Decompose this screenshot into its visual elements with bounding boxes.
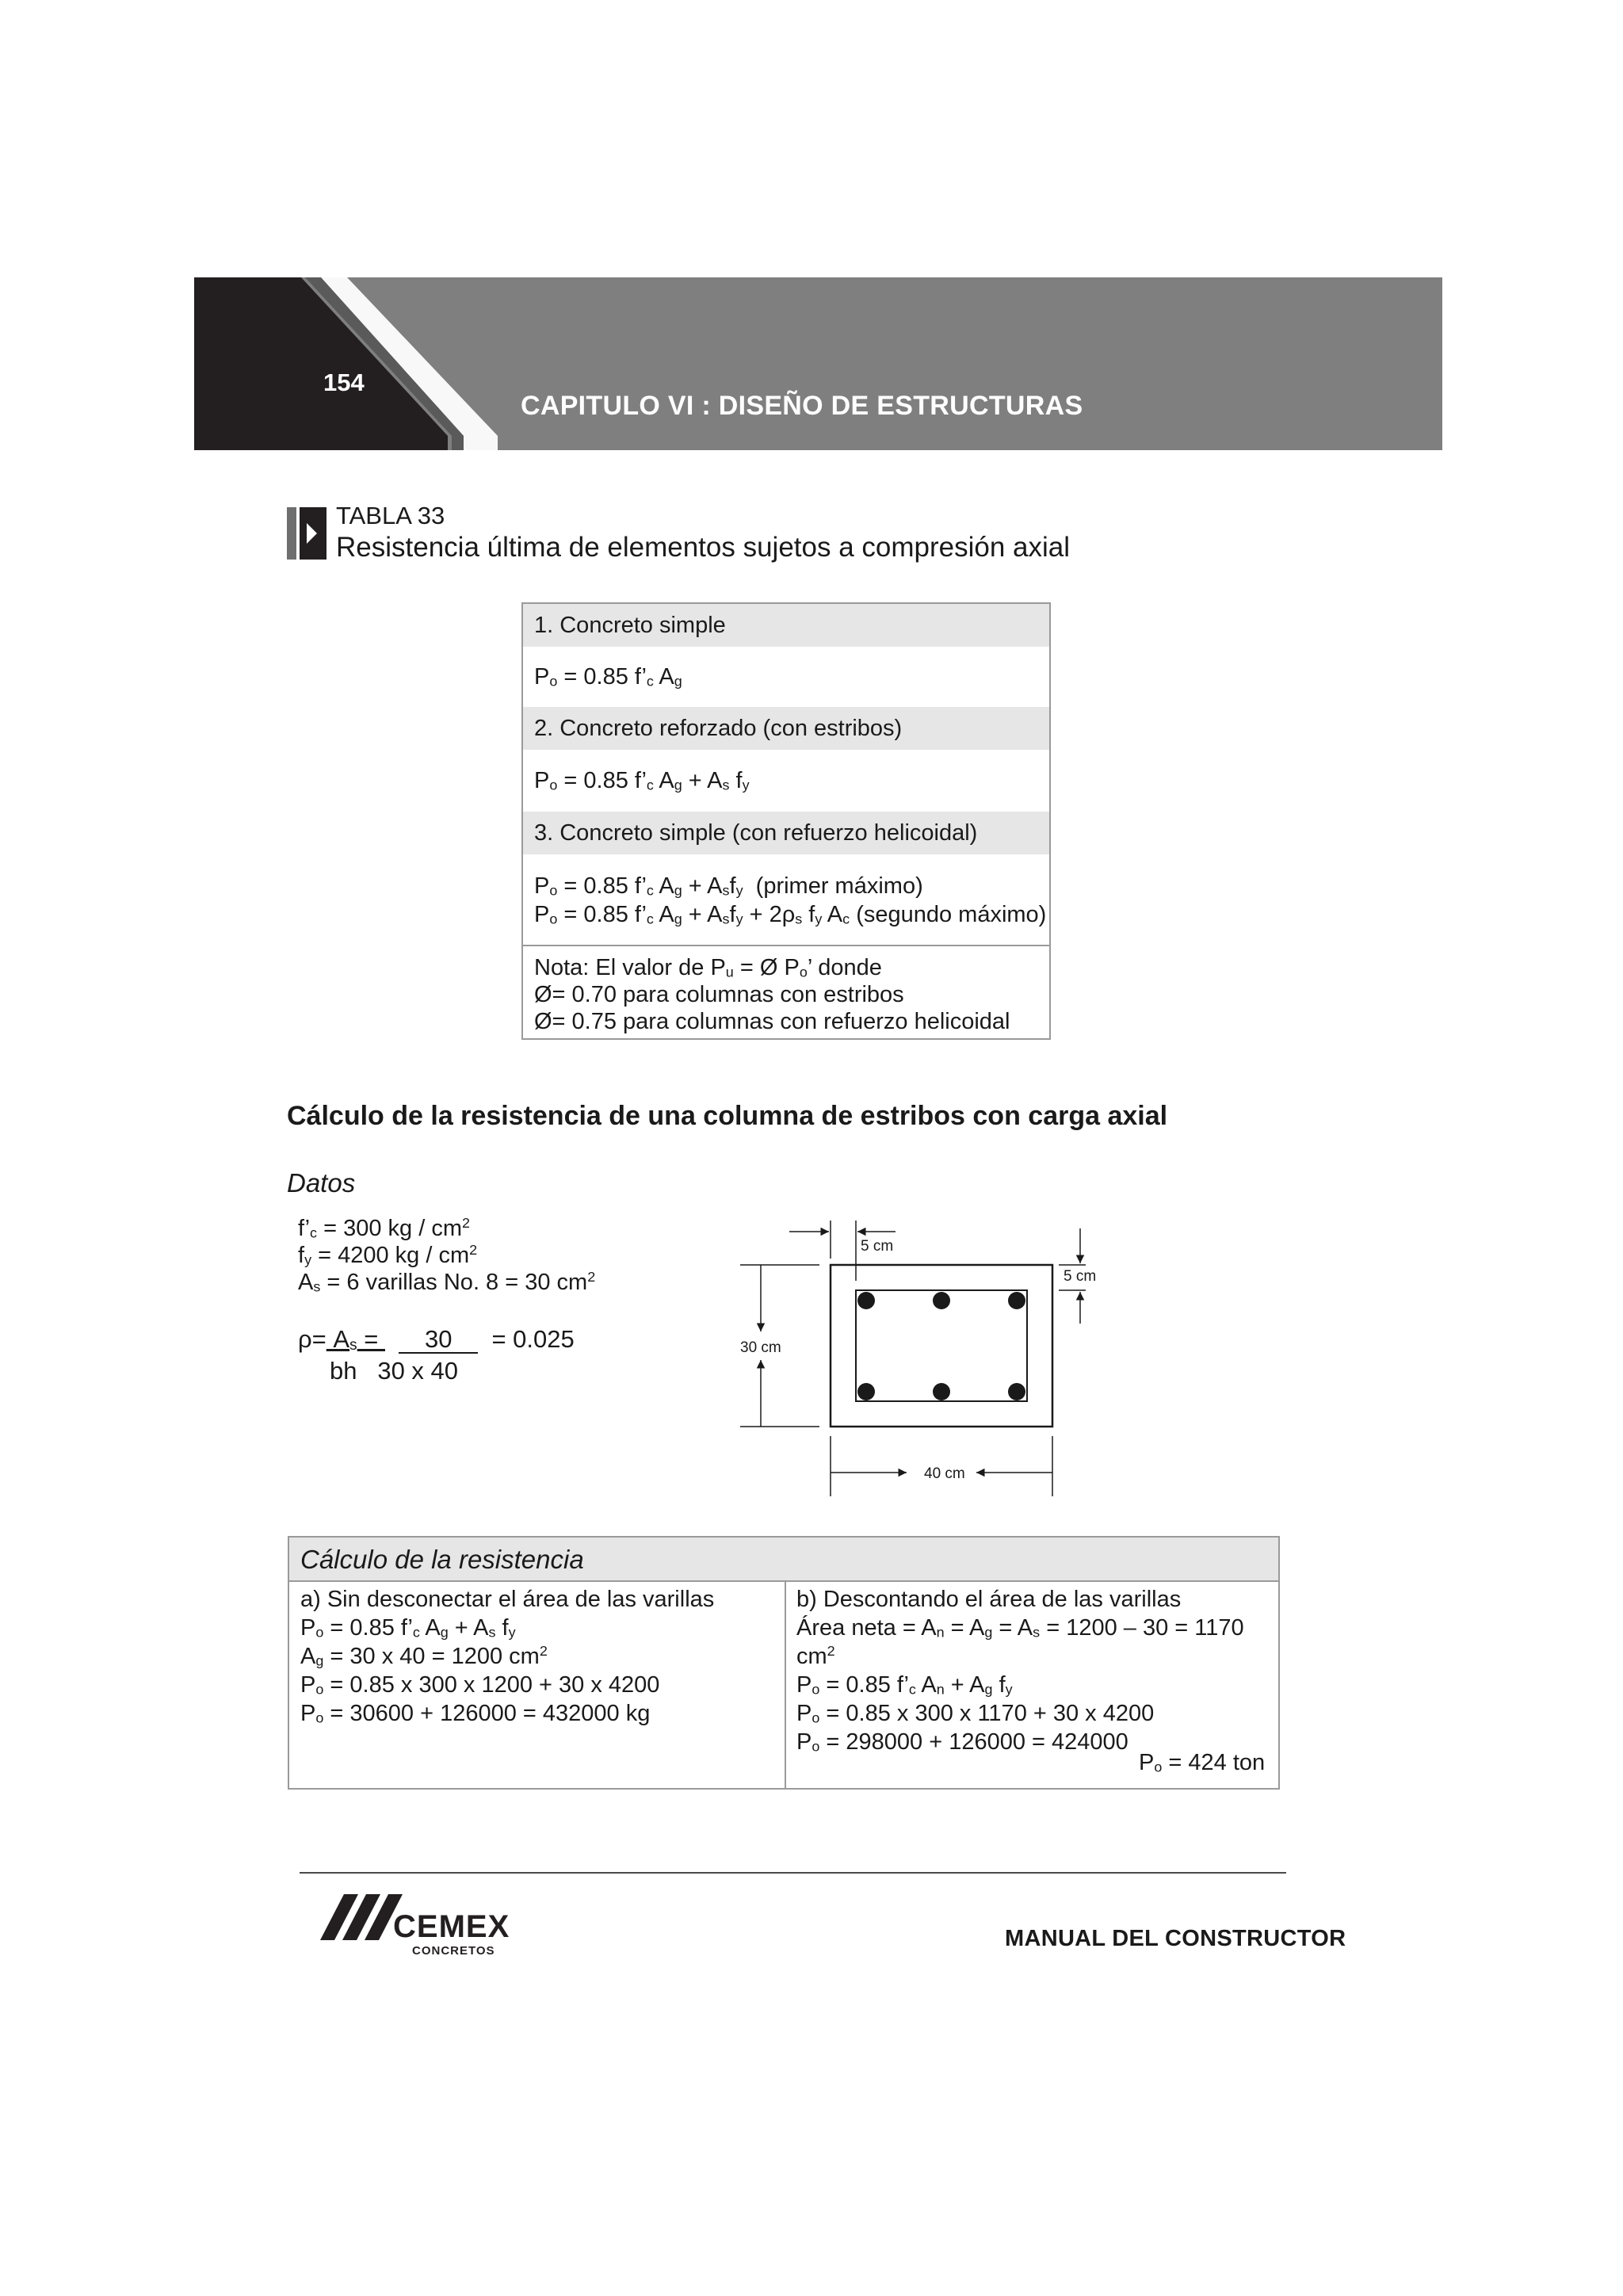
resistance-table-heading: Cálculo de la resistencia xyxy=(289,1538,1278,1582)
section-heading: Cálculo de la resistencia de una columna de estribos con carga axial xyxy=(287,1101,1168,1131)
rebar xyxy=(933,1292,950,1309)
top-cover-label: 5 cm xyxy=(861,1238,894,1255)
datum-fc: $f’_c = 300$ kg / $cm^2$ xyxy=(298,1215,470,1241)
column-divider xyxy=(785,1582,786,1790)
rebar xyxy=(933,1383,950,1400)
datum-fy: $f_y = 4200$ kg / $cm^2$ xyxy=(298,1242,478,1268)
resistance-table xyxy=(288,1536,1280,1790)
table-note: Nota: El valor de $P_u$ = Ø $P_o$’ donde Ø= 0.70 para columnas con estribos Ø= 0.75 para columnas con refuerzo helicoidal xyxy=(523,945,1049,1040)
rebar xyxy=(1008,1292,1025,1309)
row-helical-concrete: 3. Concreto simple (con refuerzo helicoidal) xyxy=(523,812,1049,854)
column-section-diagram xyxy=(713,1205,1109,1506)
row-plain-concrete: 1. Concreto simple xyxy=(523,604,1049,647)
rebar xyxy=(857,1292,875,1309)
rebar xyxy=(857,1383,875,1400)
width-label: 40 cm xyxy=(924,1465,965,1482)
cemex-logo xyxy=(320,1893,534,1961)
logo-subtitle: CONCRETOS xyxy=(412,1944,495,1958)
logo-brand: CEMEX xyxy=(393,1909,510,1944)
table-marker-icon xyxy=(287,507,327,560)
page-number-tab xyxy=(194,277,638,450)
case-b: b) Descontando el área de las varillas Área neta = $A_n = A_g = A_s = 1200 - 30 = 1170$ $cm^2$ $P_o = 0.85$ $f’_c$ $A_n + A_g$ $f_y$ $P_o = 0.85$ x 300 x 1170 + 30 x 4200 $P_o = 298000 + 126000 = 424000$ xyxy=(796,1587,1244,1755)
rho-formula: $\rho= A_s = 30 = 0.025$ bh 30 x 40 xyxy=(298,1325,575,1385)
column-outline xyxy=(831,1265,1052,1427)
datum-as: $A_s = 6$ varillas No. 8 = 30 $cm^2$ xyxy=(298,1269,596,1295)
formula-helical: $P_o = 0.85$ $f’_c$ $A_g + A_sf_y$ (primer máximo) $P_o = 0.85$ $f’_c$ $A_g + A_sf_y + 2\rho_s$ $f_y$ $A_c$ (segundo máximo) xyxy=(534,873,1047,927)
page-number: 154 xyxy=(323,369,365,396)
row-reinforced-concrete: 2. Concreto reforzado (con estribos) xyxy=(523,707,1049,750)
table-title: Resistencia última de elementos sujetos a compresión axial xyxy=(336,532,1071,563)
manual-title: MANUAL DEL CONSTRUCTOR xyxy=(1005,1926,1346,1951)
table-label: TABLA 33 xyxy=(336,502,445,529)
case-a: a) Sin desconectar el área de las varillas $P_o = 0.85$ $f’_c$ $A_g + A_s$ $f_y$ $A_g = 30$ x 40 = 1200 $cm^2$ $P_o = 0.85$ x 300 x 1200 + 30 x 4200 $P_o = 30600 + 126000 = 432000$ kg xyxy=(300,1587,715,1726)
formula-reinforced: $P_o = 0.85$ $f’_c$ $A_g + A_s$ $f_y$ xyxy=(534,768,750,793)
axial-compression-table xyxy=(521,602,1051,1040)
result-tons: $P_o = 424$ ton xyxy=(1139,1750,1266,1775)
height-label: 30 cm xyxy=(740,1339,781,1356)
rebar xyxy=(1008,1383,1025,1400)
side-cover-label: 5 cm xyxy=(1064,1268,1097,1285)
footer-rule xyxy=(300,1872,1286,1874)
formula-plain: $P_o = 0.85$ $f’_c$ $A_g$ xyxy=(534,664,682,690)
data-label: Datos xyxy=(287,1168,356,1198)
chapter-title: CAPITULO VI : DISEÑO DE ESTRUCTURAS xyxy=(521,391,1083,421)
